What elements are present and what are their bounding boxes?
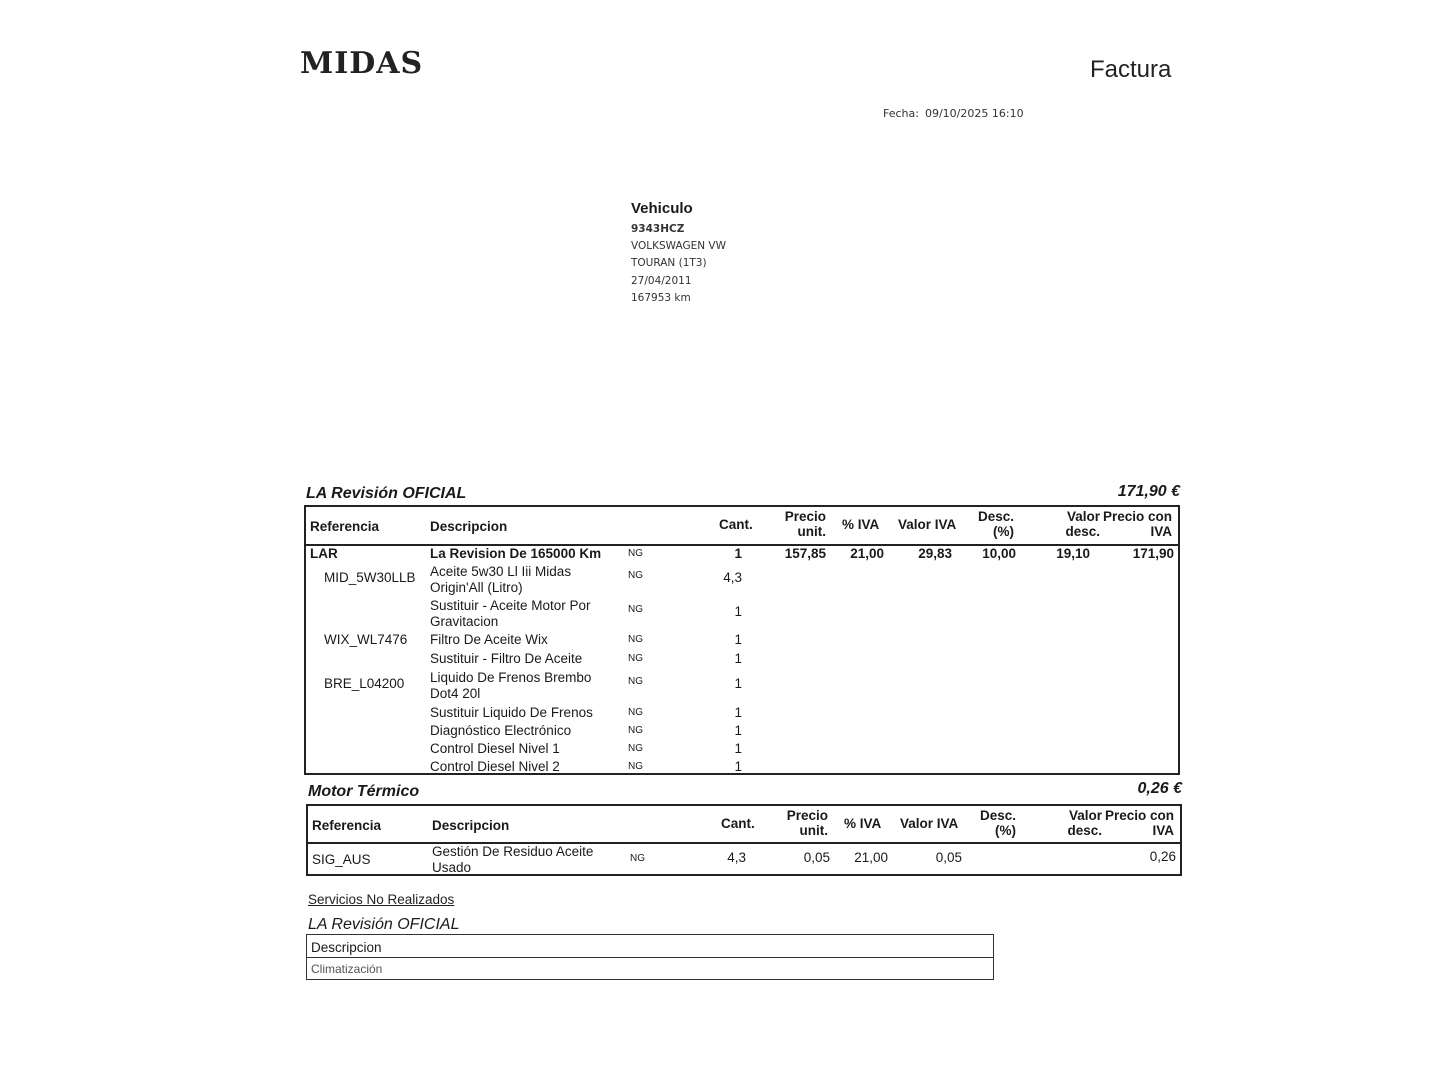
service-item: Climatización <box>311 962 383 976</box>
column-header-referencia: Referencia <box>312 818 382 833</box>
row-ng-tag: NG <box>628 725 643 736</box>
row-quantity: 1 <box>734 651 742 666</box>
row-ng-tag: NG <box>628 743 643 754</box>
section-total-motor: 0,26 € <box>1137 780 1182 797</box>
column-header-descripcion: Descripcion <box>430 519 508 534</box>
row-reference: BRE_L04200 <box>324 676 405 691</box>
row-quantity: 1 <box>734 723 742 738</box>
row-reference: WIX_WL7476 <box>324 632 408 647</box>
section-title-revision: LA Revisión OFICIAL <box>306 485 467 502</box>
services-not-done-title: Servicios No Realizados <box>308 892 455 907</box>
column-header-valor-iva: Valor IVA <box>900 816 959 831</box>
row-description: Filtro De Aceite Wix <box>430 632 548 647</box>
services-not-done-table <box>306 934 994 980</box>
row-reference: MID_5W30LLB <box>324 570 416 585</box>
row-quantity: 1 <box>734 676 742 691</box>
row-iva-value: 29,83 <box>918 546 952 561</box>
vehicle-km: 167953 km <box>631 291 691 304</box>
column-header-valor-desc-line2: desc. <box>1067 823 1102 838</box>
column-header-valor-iva: Valor IVA <box>898 517 957 532</box>
date-label: Fecha: <box>883 107 919 120</box>
row-description: Liquido De Frenos Brembo <box>430 670 592 685</box>
row-description: Sustituir - Aceite Motor Por <box>430 598 591 613</box>
row-description-line2: Usado <box>432 860 472 875</box>
column-header-cant: Cant. <box>719 517 753 532</box>
row-iva-pct: 21,00 <box>850 546 884 561</box>
vehicle-make: VOLKSWAGEN VW <box>631 240 726 253</box>
row-description-line2: Dot4 20l <box>430 686 481 701</box>
row-description: Diagnóstico Electrónico <box>430 723 572 738</box>
column-header-valor-desc-line1: Valor <box>1066 509 1100 524</box>
row-description: Aceite 5w30 Ll Iii Midas <box>430 564 572 579</box>
row-ng-tag: NG <box>628 604 643 615</box>
row-ng-tag: NG <box>628 653 643 664</box>
vehicle-model: TOURAN (1T3) <box>631 257 707 270</box>
row-ng-tag: NG <box>628 570 643 581</box>
column-header-referencia: Referencia <box>310 519 380 534</box>
midas-logo: MIDAS <box>300 46 424 81</box>
row-quantity: 1 <box>734 705 742 720</box>
column-header-desc-pct-line2: (%) <box>995 823 1016 838</box>
vehicle-date: 27/04/2011 <box>631 274 692 287</box>
row-total-price: 171,90 <box>1132 546 1174 561</box>
row-discount-value: 19,10 <box>1056 546 1090 561</box>
row-reference: SIG_AUS <box>312 852 371 867</box>
column-header-descripcion: Descripcion <box>432 818 510 833</box>
section-title-motor: Motor Térmico <box>308 783 420 800</box>
row-ng-tag: NG <box>630 853 645 864</box>
vehicle-block <box>631 199 726 307</box>
vehicle-title: Vehiculo <box>631 200 693 217</box>
row-quantity: 1 <box>734 546 742 561</box>
column-header-desc-pct-line2: (%) <box>993 524 1014 539</box>
row-ng-tag: NG <box>628 707 643 718</box>
row-quantity: 4,3 <box>723 570 742 585</box>
column-header-valor-desc-line1: Valor <box>1068 808 1102 823</box>
motor-table <box>306 804 1182 876</box>
row-description-line2: Gravitacion <box>430 614 499 629</box>
column-header-desc-pct-line1: Desc. <box>977 509 1014 524</box>
row-quantity: 1 <box>734 632 742 647</box>
column-header-precio-con-iva-line2: IVA <box>1152 823 1174 838</box>
column-header-iva: % IVA <box>844 816 882 831</box>
row-ng-tag: NG <box>628 761 643 772</box>
row-iva-value: 0,05 <box>935 850 962 865</box>
row-description: La Revision De 165000 Km <box>430 546 602 561</box>
revision-table <box>304 505 1180 775</box>
row-unit-price: 0,05 <box>803 850 830 865</box>
column-header-descripcion: Descripcion <box>311 940 382 955</box>
row-discount-pct: 10,00 <box>982 546 1016 561</box>
row-description: Gestión De Residuo Aceite <box>432 844 594 859</box>
row-description-line2: Origin'All (Litro) <box>430 580 523 595</box>
date-value: 09/10/2025 16:10 <box>924 107 1024 120</box>
column-header-iva: % IVA <box>842 517 880 532</box>
services-not-done-subtitle: LA Revisión OFICIAL <box>308 916 460 933</box>
table-header <box>307 935 993 958</box>
column-header-precio-unit-line2: unit. <box>797 524 826 539</box>
column-header-precio-unit-line2: unit. <box>799 823 828 838</box>
row-description: Sustituir Liquido De Frenos <box>430 705 593 720</box>
column-header-valor-desc-line2: desc. <box>1065 524 1100 539</box>
row-iva-pct: 21,00 <box>854 850 888 865</box>
row-unit-price: 157,85 <box>784 546 826 561</box>
row-quantity: 1 <box>734 759 742 774</box>
row-description: Control Diesel Nivel 2 <box>430 759 560 774</box>
column-header-desc-pct-line1: Desc. <box>979 808 1016 823</box>
row-description: Sustituir - Filtro De Aceite <box>430 651 583 666</box>
column-header-precio-con-iva-line1: Precio con <box>1102 509 1172 524</box>
document-title: Factura <box>1090 56 1172 83</box>
invoice-date <box>883 107 1024 120</box>
row-quantity: 1 <box>734 741 742 756</box>
column-header-precio-unit-line1: Precio <box>786 808 828 823</box>
row-ng-tag: NG <box>628 676 643 687</box>
row-ng-tag: NG <box>628 548 643 559</box>
row-quantity: 1 <box>734 604 742 619</box>
row-total-price: 0,26 <box>1149 849 1176 864</box>
row-quantity: 4,3 <box>727 850 746 865</box>
column-header-precio-unit-line1: Precio <box>784 509 826 524</box>
column-header-precio-con-iva-line2: IVA <box>1150 524 1172 539</box>
column-header-cant: Cant. <box>721 816 755 831</box>
row-ng-tag: NG <box>628 634 643 645</box>
section-total-revision: 171,90 € <box>1117 483 1180 500</box>
row-description: Control Diesel Nivel 1 <box>430 741 560 756</box>
column-header-precio-con-iva-line1: Precio con <box>1104 808 1174 823</box>
vehicle-plate: 9343HCZ <box>631 223 685 235</box>
row-reference: LAR <box>310 546 338 561</box>
